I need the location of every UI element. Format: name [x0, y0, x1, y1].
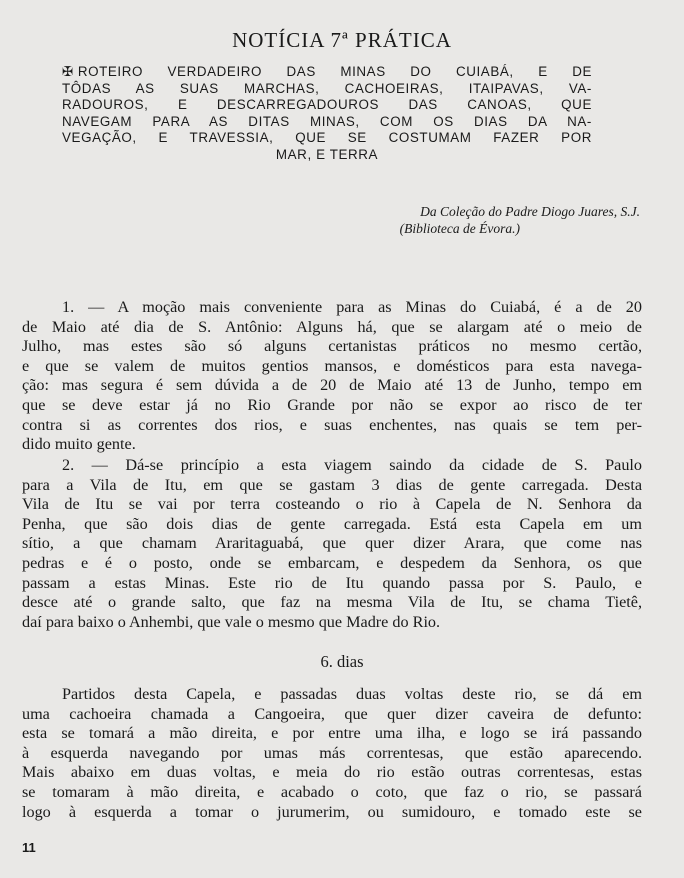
text-line: esta se tomará a mão direita, e por entre uma ilha, e logo se irá passando — [22, 724, 642, 743]
text-line: 2. — Dá-se princípio a esta viagem saindo da cidade de S. Paulo — [62, 456, 642, 474]
text-line: sítio, a que chamam Araritaguabá, que quer dizer Arara, que come nas — [22, 534, 642, 553]
page-number: 11 — [22, 840, 36, 855]
attribution-line: Da Coleção do Padre Diogo Juares, S.J. — [420, 204, 640, 219]
source-attribution — [400, 203, 640, 237]
section-heading: 6. dias — [320, 652, 364, 671]
text-line: uma cachoeira chamada a Cangoeira, que quer dizer caveira de defunto: — [22, 704, 642, 723]
heading-line: MAR, E TERRA — [275, 146, 379, 162]
attribution-line: (Biblioteca de Évora.) — [399, 221, 520, 236]
paragraph-3 — [22, 685, 642, 822]
text-line: e que se valem de muitos gentios mansos, e domésticos para esta navega- — [22, 356, 642, 375]
text-line: à esquerda navegando por umas más correntesas, que estão aparecendo. — [22, 743, 642, 762]
page-title: NOTÍCIA 7ª PRÁTICA — [232, 28, 452, 53]
text-line: logo à esquerda a tomar o jurumerim, ou sumidouro, e tomado este se — [22, 802, 642, 821]
heading-line: VEGAÇÃO, E TRAVESSIA, QUE SE COSTUMAM FAZER POR — [62, 130, 592, 145]
text-line: se tomaram à mão direita, e acabado o coto, que faz o rio, se passará — [22, 782, 642, 801]
heading-line: NAVEGAM PARA AS DITAS MINAS, COM OS DIAS DA NA- — [62, 113, 592, 129]
heading-line: RADOUROS, E DESCARREGADOUROS DAS CANOAS, QUE — [62, 97, 592, 112]
text-line: Vila de Itu se vai por terra costeando o rio à Capela de N. Senhora da — [22, 495, 642, 514]
heading-line: TÔDAS AS SUAS MARCHAS, CACHOEIRAS, ITAIPAVAS, VA- — [62, 80, 592, 96]
text-line: de Maio até dia de S. Antônio: Alguns há, que se alargam até o meio de — [22, 317, 642, 336]
paragraph-2 — [22, 456, 642, 632]
text-line: que se deve estar já no Rio Grande por não se expor ao risco de ter — [22, 395, 642, 414]
text-line: para a Vila de Itu, em que se gastam 3 dias de gente carregada. Desta — [22, 475, 642, 494]
text-line: contra si as correntes dos rios, e suas enchentes, nas quais se tem per- — [22, 415, 642, 434]
text-line: Partidos desta Capela, e passadas duas voltas deste rio, se dá em — [62, 685, 642, 703]
text-line: Julho, mas estes são só alguns certanistas práticos no mesmo certão, — [22, 337, 642, 356]
text-line: desce até o grande salto, que faz na mesma Vila de Itu, se chama Tietê, — [22, 593, 642, 612]
document-heading — [62, 64, 592, 163]
text-line: ção: mas segura é sem dúvida a de 20 de Maio até 13 de Junho, tempo em — [22, 376, 642, 395]
text-line: daí para baixo o Anhembi, que vale o mesmo que Madre do Rio. — [22, 612, 441, 631]
text-line: Mais abaixo em duas voltas, e meia do rio estão outras correntesas, estas — [22, 763, 642, 782]
text-line: pedras e é o posto, onde se embarcam, e despedem da Senhora, os que — [22, 553, 642, 572]
paragraph-1 — [22, 298, 642, 455]
text-line: 1. — A moção mais conveniente para as Minas do Cuiabá, é a de 20 — [62, 298, 642, 316]
text-line: passam a estas Minas. Este rio de Itu quando passa por S. Paulo, e — [22, 573, 642, 592]
text-line: dido muito gente. — [22, 435, 136, 454]
text-line: Penha, que são dois dias de gente carregada. Está esta Capela em um — [22, 514, 642, 533]
cross-icon: ✠ — [62, 64, 74, 79]
heading-line: ✠ ROTEIRO VERDADEIRO DAS MINAS DO CUIABÁ, E DE — [62, 64, 592, 79]
